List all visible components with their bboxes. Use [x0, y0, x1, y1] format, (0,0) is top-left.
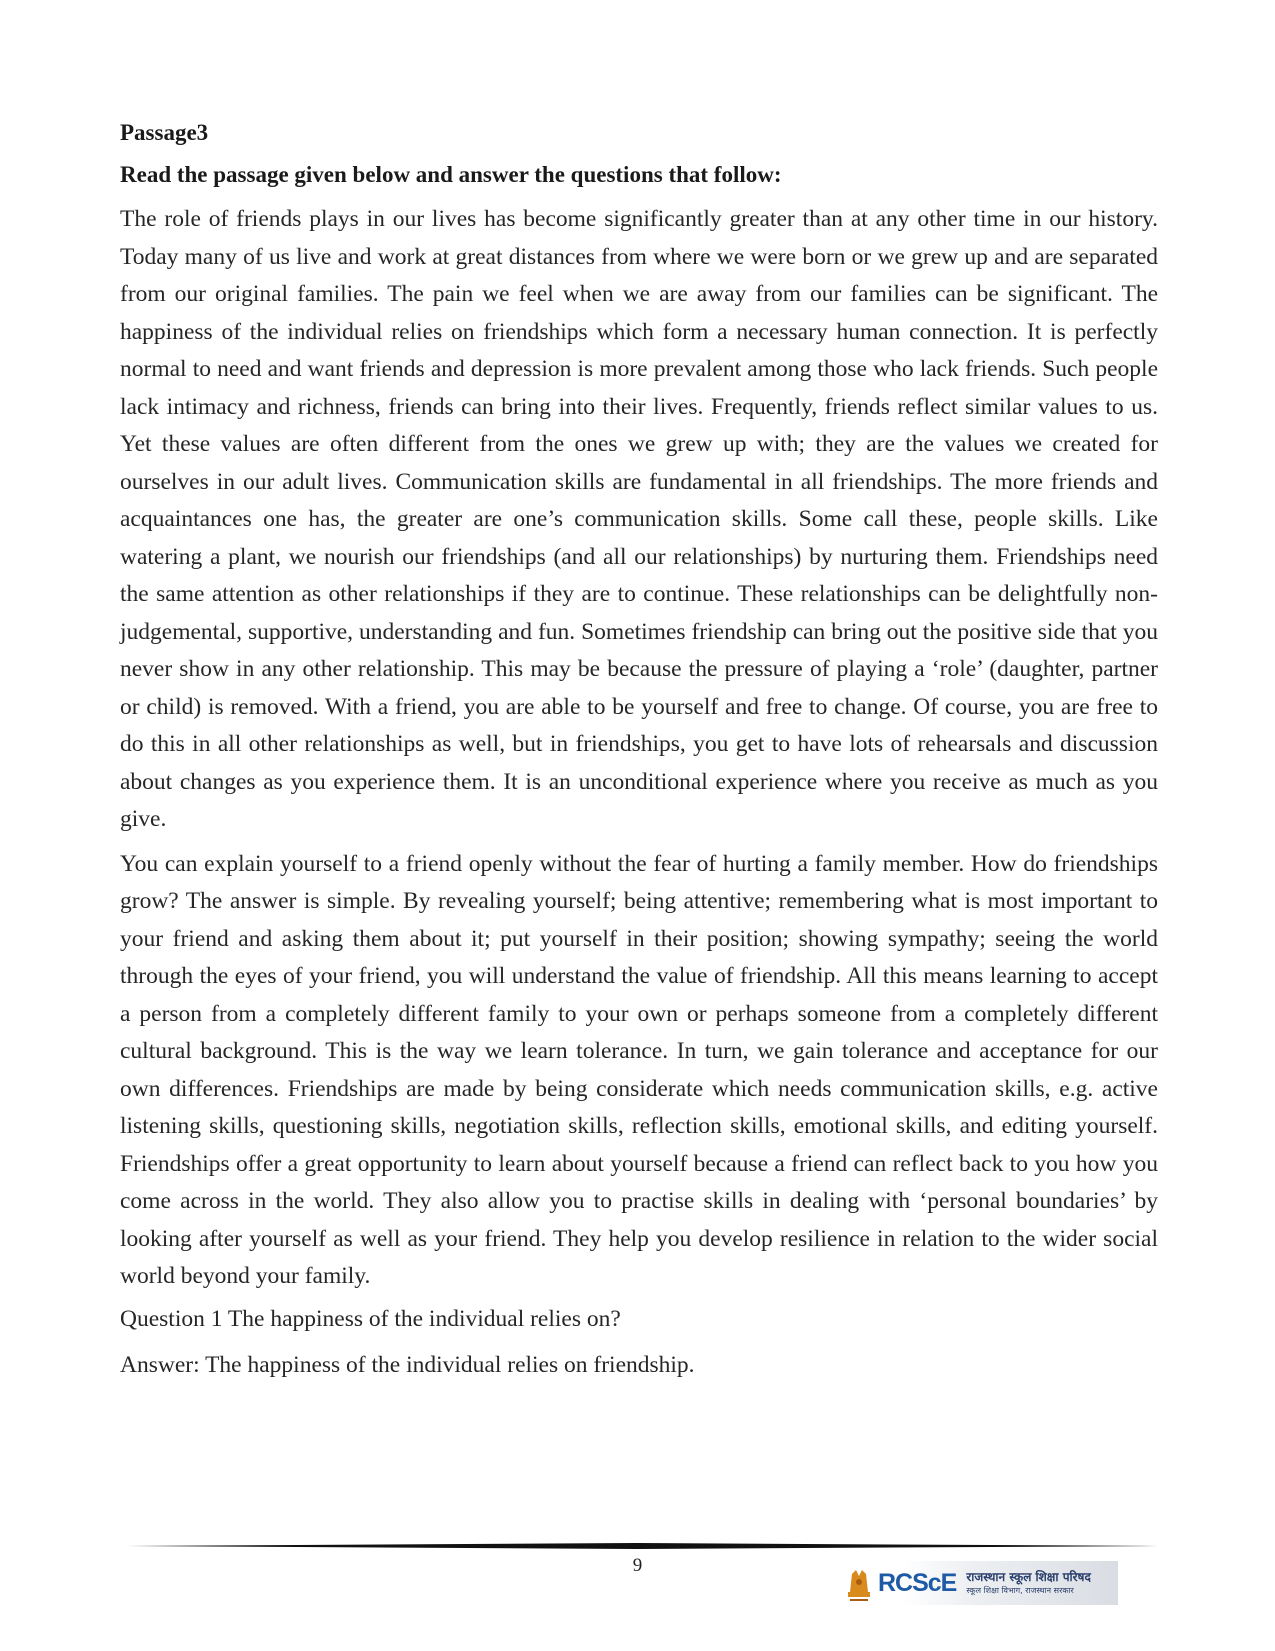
state-emblem-icon: [844, 1562, 874, 1604]
rcsce-logo: [842, 1561, 1118, 1605]
logo-wordmark: RCScE: [878, 1568, 957, 1597]
footer-divider: [120, 1543, 1158, 1549]
page-number: 9: [632, 1555, 643, 1576]
logo-subtitle-line-2: स्कूल शिक्षा विभाग, राजस्थान सरकार: [966, 1586, 1074, 1595]
logo-subtitle: [966, 1570, 1090, 1596]
logo-subtitle-line-1: राजस्थान स्कूल शिक्षा परिषद: [966, 1570, 1091, 1584]
passage-paragraph-2: You can explain yourself to a friend openly without the fear of hurting a family member. How do friendships grow? The answer is simple. By revealing yourself; being attentive; remembering what is most important to your friend and asking them about it; put yourself in their position; showing sympathy; seeing the world through the eyes of your friend, you will understand the value of friendship. All this means learning to accept a person from a completely different family to your own or perhaps someone from a completely different cultural background. This is the way we learn tolerance. In turn, we gain tolerance and acceptance for our own differences. Friendships are made by being considerate which needs communication skills, e.g. active listening skills, questioning skills, negotiation skills, reflection skills, emotional skills, and editing yourself. Friendships offer a great opportunity to learn about yourself because a friend can reflect back to you how you come across in the world. They also allow you to practise skills in dealing with ‘personal boundaries’ by looking after yourself as well as your friend. They help you develop resilience in relation to the wider social world beyond your family.: [120, 850, 1158, 1289]
passage-title: Passage3: [120, 120, 209, 145]
answer-1: Answer: The happiness of the individual relies on friendship.: [120, 1351, 695, 1378]
document-body: [120, 117, 1158, 1395]
passage-paragraph-1: The role of friends plays in our lives has become significantly greater than at any other time in our history. Today many of us live and work at great distances from where we were born or we grew up and are separated from our original families. The pain we feel when we are away from our families can be significant. The happiness of the individual relies on friendships which form a necessary human connection. It is perfectly normal to need and want friends and depression is more prevalent among those who lack friends. Such people lack intimacy and richness, friends can bring into their lives. Frequently, friends reflect similar values to us. Yet these values are often different from the ones we grew up with; they are the values we created for ourselves in our adult lives. Communication skills are fundamental in all friendships. The more friends and acquaintances one has, the greater are one’s communication skills. Some call these, people skills. Like watering a plant, we nourish our friendships (and all our relationships) by nurturing them. Friendships need the same attention as other relationships if they are to continue. These relationships can be delightfully non-judgemental, supportive, understanding and fun. Sometimes friendship can bring out the positive side that you never show in any other relationship. This may be because the pressure of playing a ‘role’ (daughter, partner or child) is removed. With a friend, you are able to be yourself and free to change. Of course, you are free to do this in all other relationships as well, but in friendships, you get to have lots of rehearsals and discussion about changes as you experience them. It is an unconditional experience where you receive as much as you give.: [120, 206, 1158, 832]
question-1: Question 1 The happiness of the individual relies on?: [120, 1305, 621, 1332]
passage-instruction: Read the passage given below and answer the questions that follow:: [120, 162, 782, 187]
